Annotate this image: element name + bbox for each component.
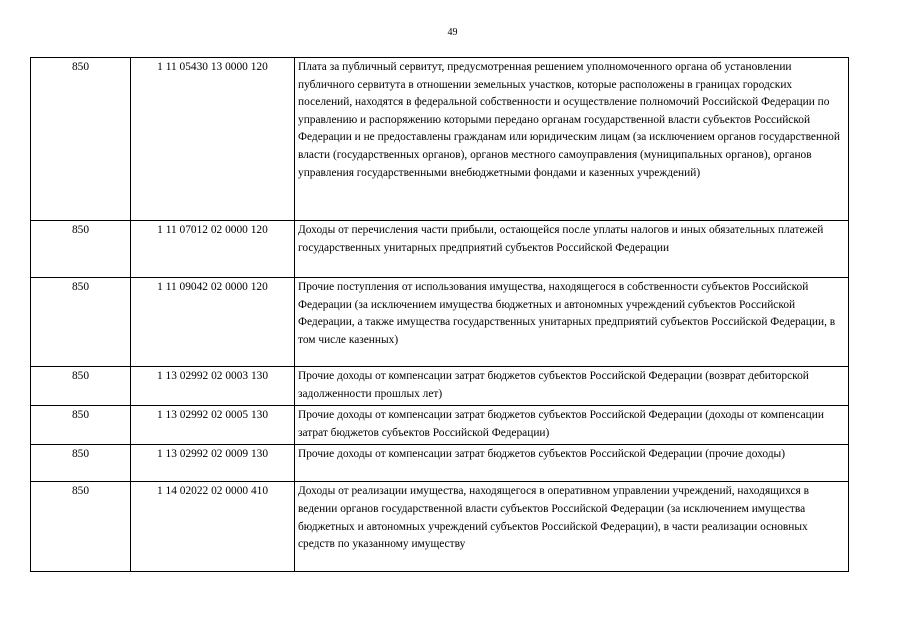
table-row <box>31 221 849 278</box>
income-name-cell: Прочие доходы от компенсации затрат бюджетов субъектов Российской Федерации (прочие доходы) <box>295 445 849 482</box>
administrator-code-cell: 850 <box>31 406 131 445</box>
budget-classification-code-cell: 1 13 02992 02 0005 130 <box>131 406 295 445</box>
page-number: 49 <box>447 27 458 38</box>
budget-classification-code-cell: 1 13 02992 02 0003 130 <box>131 367 295 406</box>
budget-classification-code-cell: 1 13 02992 02 0009 130 <box>131 445 295 482</box>
administrator-code-cell: 850 <box>31 367 131 406</box>
administrator-code-cell: 850 <box>31 278 131 367</box>
income-name-cell: Прочие поступления от использования имущества, находящегося в собственности субъектов Российской Федерации (за исключением имущества бюджетных и автономных учреждений субъектов Российской Федерации, а также имущества государственных унитарных предприятий субъектов Российской Федерации, в том числе казенных) <box>295 278 849 367</box>
income-name-cell: Доходы от реализации имущества, находящегося в оперативном управлении учреждений, находящихся в ведении органов государственной власти субъектов Российской Федерации (за исключением имущества бюджетных и автономных учреждений субъектов Российской Федерации), в части реализации основных средств по указанному имуществу <box>295 482 849 572</box>
budget-classification-code-cell: 1 14 02022 02 0000 410 <box>131 482 295 572</box>
budget-classification-code-cell: 1 11 05430 13 0000 120 <box>131 58 295 221</box>
budget-classification-code-cell: 1 11 09042 02 0000 120 <box>131 278 295 367</box>
table-row <box>31 367 849 406</box>
table-row <box>31 445 849 482</box>
table-row <box>31 278 849 367</box>
table-row <box>31 406 849 445</box>
budget-revenue-table <box>30 57 849 572</box>
income-name-cell: Прочие доходы от компенсации затрат бюджетов субъектов Российской Федерации (доходы от компенсации затрат бюджетов субъектов Российской Федерации) <box>295 406 849 445</box>
income-name-cell: Плата за публичный сервитут, предусмотренная решением уполномоченного органа об установлении публичного сервитута в отношении земельных участков, которые расположены в границах городских поселений, находятся в федеральной собственности и осуществление полномочий Российской Федерации по управлению и распоряжению которыми передано органам государственной власти субъектов Российской Федерации и не предоставлены гражданам или юридическим лицам (за исключением органов государственной власти (государственных органов), органов местного самоуправления (муниципальных органов), органов управления государственными внебюджетными фондами и казенных учреждений) <box>295 58 849 221</box>
budget-classification-code-cell: 1 11 07012 02 0000 120 <box>131 221 295 278</box>
administrator-code-cell: 850 <box>31 58 131 221</box>
income-name-cell: Прочие доходы от компенсации затрат бюджетов субъектов Российской Федерации (возврат дебиторской задолженности прошлых лет) <box>295 367 849 406</box>
income-name-cell: Доходы от перечисления части прибыли, остающейся после уплаты налогов и иных обязательных платежей государственных унитарных предприятий субъектов Российской Федерации <box>295 221 849 278</box>
administrator-code-cell: 850 <box>31 445 131 482</box>
administrator-code-cell: 850 <box>31 221 131 278</box>
table-row <box>31 58 849 221</box>
table-row <box>31 482 849 572</box>
administrator-code-cell: 850 <box>31 482 131 572</box>
